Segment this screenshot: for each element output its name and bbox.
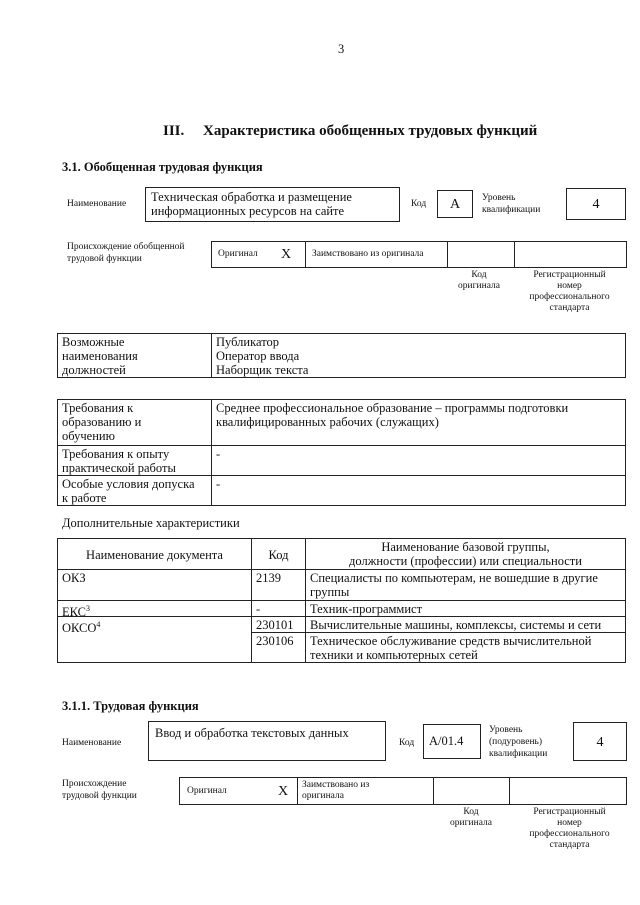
tf-reg-line2: номер (557, 818, 582, 828)
gtf-original-mark: Х (281, 247, 292, 262)
gtf-level-value: 4 (566, 188, 626, 220)
exp-label-line1: Требования к опыту (62, 447, 170, 461)
positions-label (57, 333, 212, 378)
extra-heading: Дополнительные характеристики (62, 516, 240, 530)
gtf-reg-line1: Регистрационный (533, 270, 606, 280)
gtf-level-label-line2: квалификации (482, 205, 541, 215)
cond-label-line2: к работе (62, 491, 107, 505)
gtf-code-orig-line2: оригинала (458, 281, 500, 291)
extra-row-name (305, 632, 626, 663)
gtf-origin-label-line1: Происхождение обобщенной (67, 242, 185, 252)
tf-borrowed-line2: оригинала (302, 791, 344, 801)
extra-row-name-line1: Техническое обслуживание средств вычислительной (310, 634, 592, 648)
extra-col-name-line2: должности (профессии) или специальности (349, 554, 582, 568)
gtf-level-label-line1: Уровень (482, 193, 516, 203)
extra-col-code: Код (251, 538, 306, 570)
tf-name-label: Наименование (62, 738, 122, 748)
extra-row-name (305, 569, 626, 601)
position-item: Наборщик текста (216, 363, 309, 377)
gtf-original-label: Оригинал (218, 249, 258, 259)
gtf-origin-divider-3 (514, 242, 515, 267)
extra-row-code: 2139 (251, 569, 306, 601)
extra-row-doc (57, 616, 252, 663)
gtf-code-orig-caption (447, 270, 511, 292)
gtf-code-orig-line1: Код (471, 270, 487, 280)
footnote-mark: 4 (96, 620, 101, 629)
exp-label (57, 445, 212, 476)
tf-origin-divider-2 (433, 778, 434, 804)
extra-row-name: Техник-программист (305, 600, 626, 617)
gtf-name-line1: Техническая обработка и размещение (151, 190, 352, 204)
position-item: Публикатор (216, 335, 279, 349)
gtf-reg-line2: номер (557, 281, 582, 291)
gtf-origin-divider-1 (305, 242, 306, 267)
position-item: Оператор ввода (216, 349, 300, 363)
gtf-code-label: Код (411, 199, 427, 209)
extra-row-name-line1: Специалисты по компьютерам, не вошедшие в другие (310, 571, 598, 585)
tf-original-mark: Х (278, 784, 289, 799)
section-title: Характеристика обобщенных трудовых функций (203, 123, 538, 139)
tf-reg-line1: Регистрационный (533, 807, 606, 817)
tf-original-label: Оригинал (187, 786, 227, 796)
tf-name-value: Ввод и обработка текстовых данных (155, 726, 349, 740)
footnote-mark: 3 (86, 604, 90, 613)
gtf-heading: 3.1. Обобщенная трудовая функция (62, 160, 263, 174)
extra-row-doc: ОКЗ (57, 569, 252, 601)
edu-value-line1: Среднее профессиональное образование – программы подготовки (216, 401, 569, 415)
extra-col-name-line1: Наименование базовой группы, (381, 540, 550, 554)
tf-level-label-line3: квалификации (489, 749, 548, 759)
tf-level-value: 4 (573, 722, 627, 761)
edu-label-line1: Требования к (62, 401, 134, 415)
tf-borrowed-line1: Заимствовано из (302, 780, 370, 790)
extra-row-code: 230106 (251, 632, 306, 663)
extra-row-name: Вычислительные машины, комплексы, системы и сети (305, 616, 626, 633)
positions-label-line1: Возможные (62, 335, 125, 349)
tf-origin-divider-1 (297, 778, 298, 804)
gtf-reg-line3: профессионального (529, 292, 610, 302)
gtf-reg-caption (512, 270, 627, 314)
tf-heading: 3.1.1. Трудовая функция (62, 699, 199, 713)
gtf-origin-label-line2: трудовой функции (67, 254, 142, 264)
cond-label-line1: Особые условия допуска (62, 477, 195, 491)
tf-level-label-line1: Уровень (489, 725, 523, 735)
tf-origin-table (179, 777, 627, 805)
extra-row-name-line2: техники и компьютерных сетей (310, 648, 478, 662)
gtf-borrowed-label: Заимствовано из оригинала (312, 249, 424, 259)
gtf-name-line2: информационных ресурсов на сайте (151, 204, 345, 218)
positions-label-line3: должностей (62, 363, 126, 377)
extra-row-code: - (251, 600, 306, 617)
gtf-code-value: А (437, 190, 473, 218)
edu-value (211, 399, 626, 446)
extra-row-code: 230101 (251, 616, 306, 633)
tf-code-value: А/01.4 (423, 724, 481, 759)
section-title-number: III. (163, 123, 185, 139)
positions-label-line2: наименования (62, 349, 138, 363)
positions-value (211, 333, 626, 378)
extra-row-doc-text: ОКСО (62, 621, 97, 636)
gtf-reg-line4: стандарта (549, 303, 590, 313)
extra-row-doc-text: ЕКС (62, 605, 86, 617)
exp-value: - (211, 445, 626, 476)
tf-code-orig-caption (435, 807, 507, 829)
tf-reg-line3: профессионального (529, 829, 610, 839)
tf-code-orig-line1: Код (463, 807, 479, 817)
cond-label (57, 475, 212, 506)
edu-label-line2: образованию и (62, 415, 142, 429)
gtf-origin-divider-2 (447, 242, 448, 267)
extra-col-name (305, 538, 626, 570)
edu-label-line3: обучению (62, 429, 115, 443)
edu-value-line2: квалифицированных рабочих (служащих) (216, 415, 439, 429)
gtf-origin-table (211, 241, 627, 268)
page-number: 3 (338, 42, 345, 56)
tf-origin-label-line1: Происхождение (62, 779, 127, 789)
edu-label (57, 399, 212, 446)
tf-name-box (148, 721, 386, 761)
tf-origin-label-line2: трудовой функции (62, 791, 137, 801)
extra-row-name-line2: группы (310, 585, 350, 599)
gtf-name-box (145, 187, 400, 222)
extra-col-doc: Наименование документа (57, 538, 252, 570)
tf-origin-divider-3 (509, 778, 510, 804)
tf-code-label: Код (399, 738, 415, 748)
gtf-name-label: Наименование (67, 199, 127, 209)
tf-reg-line4: стандарта (549, 840, 590, 850)
tf-code-orig-line2: оригинала (450, 818, 492, 828)
tf-level-label-line2: (подуровень) (489, 737, 543, 747)
extra-row-doc (57, 600, 252, 617)
exp-label-line2: практической работы (62, 461, 176, 475)
cond-value: - (211, 475, 626, 506)
tf-reg-caption (512, 807, 627, 851)
